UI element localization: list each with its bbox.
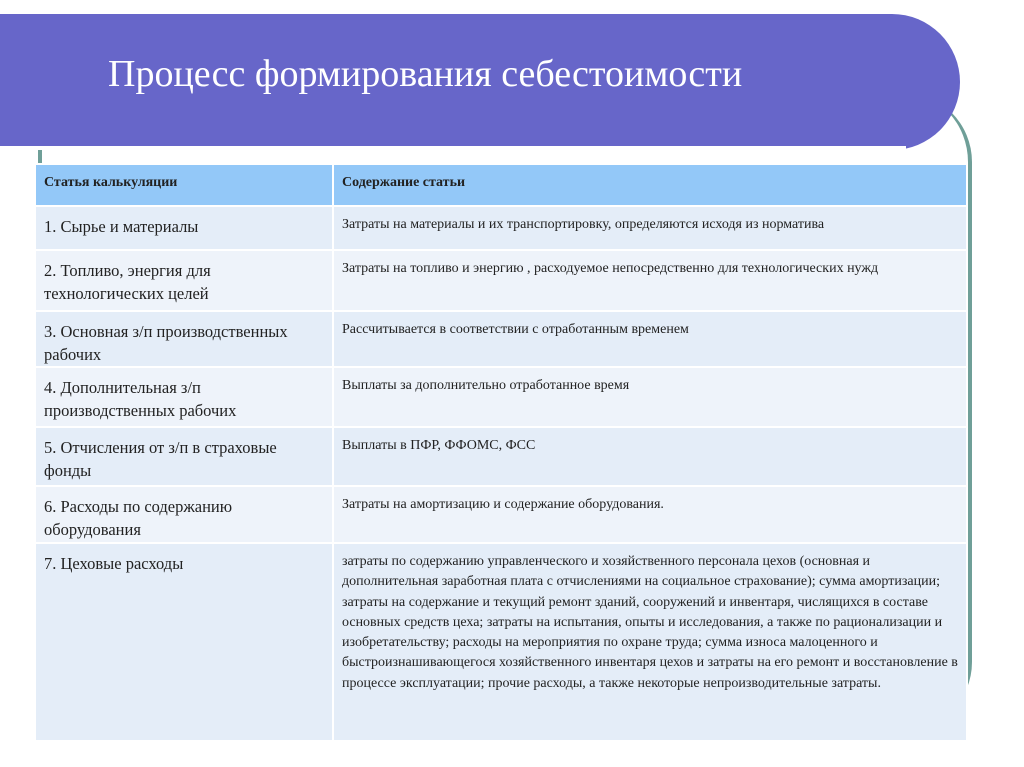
- content-text: затраты по содержанию управленческого и хозяйственного персонала цехов (основная и дополнительная заработная плата с отчислениями на социальное страхование); сумма амортизации; затраты на содержание и текущий ремонт зданий, сооружений и инвентаря, числящихся в составе основных средств цеха; затраты на испытания, опыты и исследования, а также по рационализации и изобретательству; расходы на мероприятия по охране труда; сумма износа малоценного и быстроизнашивающегося хозяйственного инвентаря цехов и затраты на его ремонт и восстановление в процессе эксплуатации; прочие расходы, а также некоторые непроизводительные затраты.: [342, 554, 958, 691]
- content-cell: [333, 427, 967, 486]
- content-text: Рассчитывается в соответствии с отработанным временем: [342, 322, 689, 337]
- header-content-label: Содержание статьи: [342, 175, 466, 190]
- item-text: 6. Расходы по содержанию оборудования: [44, 497, 233, 539]
- cost-items-table: [34, 163, 966, 742]
- table-row: [35, 427, 967, 486]
- content-cell: [333, 250, 967, 311]
- item-cell: [35, 486, 333, 543]
- item-text: 3. Основная з/п производственных рабочих: [44, 322, 288, 364]
- content-text: Выплаты за дополнительно отработанное время: [342, 378, 630, 393]
- header-item-column: [35, 164, 333, 206]
- item-text: 4. Дополнительная з/п производственных рабочих: [44, 378, 237, 420]
- content-cell: [333, 311, 967, 367]
- item-text: 1. Сырье и материалы: [44, 217, 199, 236]
- item-cell: [35, 367, 333, 427]
- content-text: Затраты на амортизацию и содержание оборудования.: [342, 497, 664, 512]
- item-text: 5. Отчисления от з/п в страховые фонды: [44, 438, 277, 480]
- content-cell: [333, 206, 967, 250]
- table-row: [35, 250, 967, 311]
- content-text: Выплаты в ПФР, ФФОМС, ФСС: [342, 438, 536, 453]
- table-row: [35, 311, 967, 367]
- table-row: [35, 206, 967, 250]
- header-item-label: Статья калькуляции: [44, 175, 178, 190]
- item-cell: [35, 311, 333, 367]
- content-cell: [333, 367, 967, 427]
- item-cell: [35, 206, 333, 250]
- table-row: [35, 543, 967, 741]
- table-header-row: [35, 164, 967, 206]
- item-text: 7. Цеховые расходы: [44, 554, 184, 573]
- item-text: 2. Топливо, энергия для технологических целей: [44, 261, 211, 303]
- item-cell: [35, 543, 333, 741]
- title-banner: [0, 14, 960, 150]
- table-row: [35, 486, 967, 543]
- content-cell: [333, 486, 967, 543]
- content-text: Затраты на материалы и их транспортировку, определяются исходя из норматива: [342, 217, 825, 232]
- title-underline: [0, 146, 906, 150]
- slide-title: Процесс формирования себестоимости: [108, 53, 743, 95]
- item-cell: [35, 250, 333, 311]
- content-cell: [333, 543, 967, 741]
- table-row: [35, 367, 967, 427]
- item-cell: [35, 427, 333, 486]
- header-content-column: [333, 164, 967, 206]
- content-text: Затраты на топливо и энергию , расходуемое непосредственно для технологических нужд: [342, 261, 879, 276]
